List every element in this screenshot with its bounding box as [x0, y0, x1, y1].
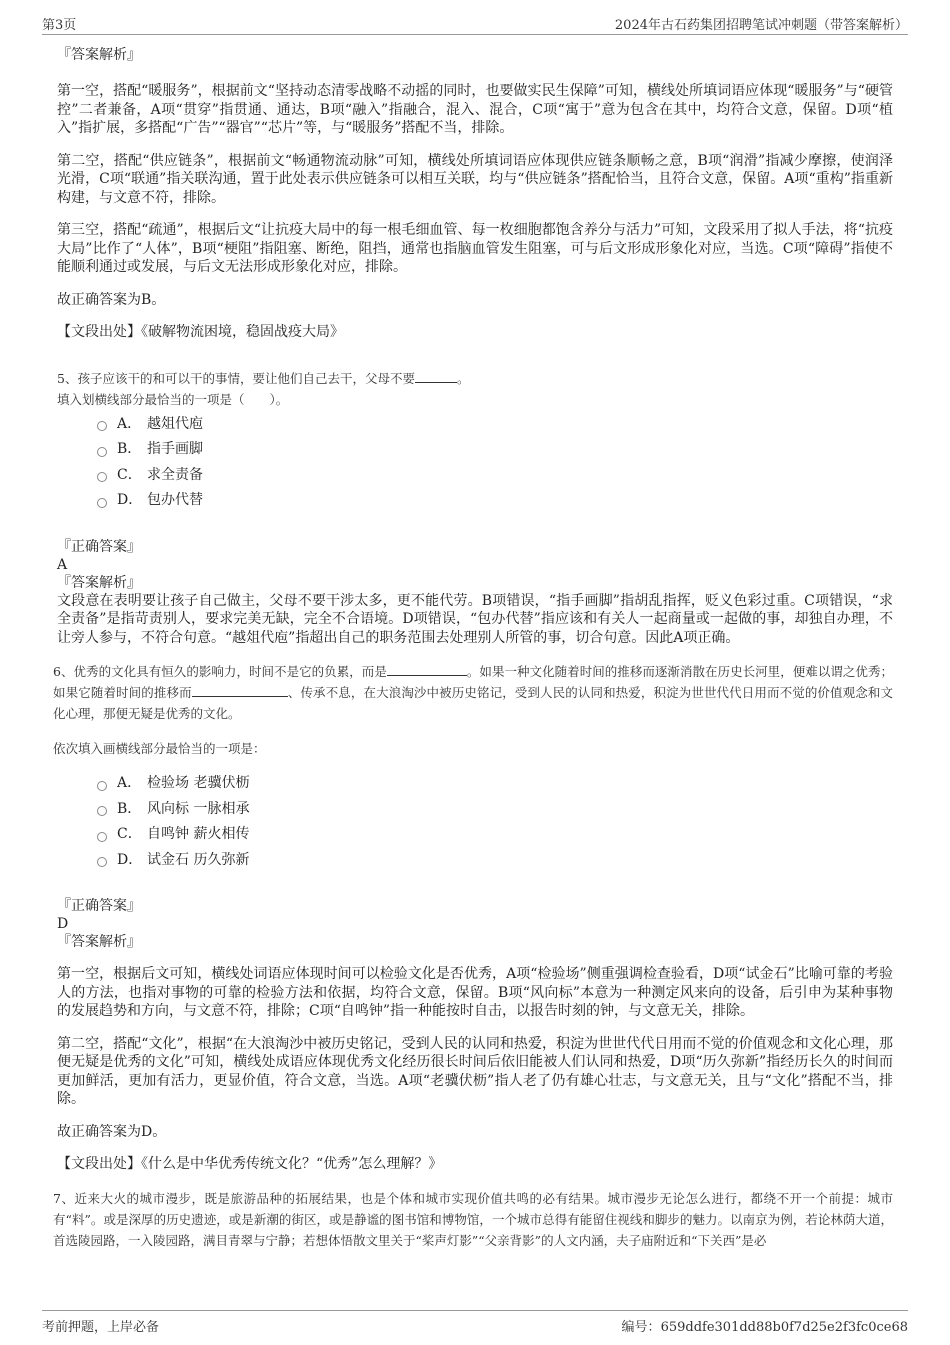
option-d[interactable]: D． 试金石 历久弥新	[97, 848, 893, 874]
radio-icon[interactable]	[97, 832, 107, 842]
analysis-paragraph: 第三空，搭配“疏通”，根据后文“让抗疫大局中的每一根毛细血管、每一枚细胞都饱含养分与活力”可知，文段采用了拟人手法，将“抗疫大局”比作了“人体”，B项“梗阻”指阻塞、断绝，阻挡，通常也指脑血管发生阻塞，可与后文形成形象化对应，当选。C项“障碍”指使不能顺利通过或发展，与后文无法形成形象化对应，排除。	[57, 222, 893, 275]
source-citation: 【文段出处】《破解物流困境，稳固战疫大局》	[57, 324, 344, 340]
answer-blank	[415, 368, 457, 383]
page-content	[53, 44, 893, 1251]
radio-icon[interactable]	[97, 781, 107, 791]
analysis-paragraph: 第一空，搭配“暖服务”，根据前文“坚持动态清零战略不动摇的同时，也要做实民生保障”可知，横线处所填词语应体现“暖服务”与“硬管控”二者兼备，A项“贯穿”指贯通、通达，B项“融入”指融合，混入、混合，C项“寓于”意为包含在其中，均符合文意，保留。D项“植入”指扩展，多搭配“广告”“器官”“芯片”等，与“暖服务”搭配不当，排除。	[57, 83, 893, 136]
radio-icon[interactable]	[97, 447, 107, 457]
analysis-paragraph: 文段意在表明要让孩子自己做主，父母不要干涉太多，更不能代劳。B项错误，“指手画脚”指胡乱指挥，贬义色彩过重。C项错误，“求全责备”是指苛责别人，要求完美无缺，完全不合语境。D项错误，“包办代替”指应该和有关人一起商量或一起做的事，却独自办理，不让旁人参与，不符合句意。“越俎代庖”指超出自己的职务范围去处理别人所管的事，切合句意。因此A项正确。	[57, 592, 893, 646]
answer-blank	[192, 682, 288, 697]
question-stem: 7、近来大火的城市漫步，既是旅游品种的拓展结果，也是个体和城市实现价值共鸣的必有结果。城市漫步无论怎么进行，都绕不开一个前提：城市有“料”。或是深厚的历史遗迹，或是新潮的街区，或是静谧的图书馆和博物馆，一个城市总得有能留住视线和脚步的魅力。以南京为例，若论林荫大道，首选陵园路，一入陵园路，满目青翠与宁静；若想体悟散文里关于“桨声灯影”“父亲背影”的人文内涵，夫子庙附近和“下关西”是必	[53, 1190, 893, 1248]
analysis-label: 『答案解析』	[57, 574, 141, 591]
conclusion: 故正确答案为B。	[57, 291, 166, 308]
correct-answer: D	[57, 916, 69, 932]
question-instruction: 填入划横线部分最恰当的一项是（ ）。	[57, 391, 289, 407]
question-instruction: 依次填入画横线部分最恰当的一项是：	[53, 741, 266, 756]
analysis-paragraph: 第二空，搭配“供应链条”，根据前文“畅通物流动脉”可知，横线处所填词语应体现供应链条顺畅之意，B项“润滑”指减少摩擦，使润泽光滑，C项“联通”指关联沟通，置于此处表示供应链条可以相互关联，均与“供应链条”搭配恰当，且符合文意，保留。A项“重构”指重新构建，与文意不符，排除。	[57, 152, 893, 206]
question-5	[57, 368, 893, 648]
document-code: 编号：659ddfe301dd88b0f7d25e2f3fc0ce68	[621, 1320, 908, 1335]
options-list	[97, 412, 893, 514]
correct-answer-label: 『正确答案』	[57, 898, 141, 914]
option-c[interactable]: C． 求全责备	[97, 463, 893, 489]
footer-slogan: 考前押题，上岸必备	[42, 1320, 160, 1335]
analysis-paragraph: 第二空，搭配“文化”，根据“在大浪淘沙中被历史铭记，受到人民的认同和热爱，积淀为世世代代日用而不觉的价值观念和文化心理，那便无疑是优秀的文化”可知，横线处成语应体现优秀文化经历很长时间后依旧能被人们认同和热爱，D项“历久弥新”指经历长久的时间而更加鲜活，更加有活力，更显价值，符合文意，当选。A项“老骥伏枥”指人老了仍有雄心壮志，与文意无关，且与“文化”搭配不当，排除。	[57, 1035, 893, 1107]
radio-icon[interactable]	[97, 857, 107, 867]
option-b[interactable]: B． 风向标 一脉相承	[97, 797, 893, 823]
options-list	[97, 771, 893, 873]
analysis-paragraph: 第一空，根据后文可知，横线处词语应体现时间可以检验文化是否优秀，A项“检验场”侧重强调检查验看，D项“试金石”比喻可靠的考验人的方法，也指对事物的可靠的检验方法和依据，均符合文意，保留。B项“风向标”本意为一种测定风来向的设备，后引申为某种事物的发展趋势和方向，与文意不符，排除；C项“自鸣钟”指一种能按时自击，以报告时刻的钟，与文意无关，排除。	[57, 966, 893, 1019]
question-stem: 6、优秀的文化具有恒久的影响力，时间不是它的负累，而是 。如果一种文化随着时间的推移而逐渐消散在历史长河里，便难以谓之优秀；如果它随着时间的推移而 、传承不息，在大浪淘沙中被历史铭记，受到人民的认同和热爱，积淀为世世代代日用而不觉的价值观念和文化心理，那便无疑是优秀的文化。	[53, 661, 893, 724]
radio-icon[interactable]	[97, 498, 107, 508]
analysis-label: 『答案解析』	[57, 934, 141, 950]
page-header	[42, 12, 908, 35]
radio-icon[interactable]	[97, 421, 107, 431]
option-b[interactable]: B． 指手画脚	[97, 437, 893, 463]
page-number: 第3页	[42, 18, 77, 33]
option-a[interactable]: A． 检验场 老骥伏枥	[97, 771, 893, 797]
correct-answer: A	[57, 556, 68, 573]
option-c[interactable]: C． 自鸣钟 薪火相传	[97, 822, 893, 848]
question-7	[53, 1188, 893, 1251]
answer-blank	[387, 661, 467, 676]
page-footer	[42, 1310, 908, 1335]
conclusion: 故正确答案为D。	[57, 1123, 167, 1140]
correct-answer-label: 『正确答案』	[57, 538, 141, 555]
source-citation: 【文段出处】《什么是中华优秀传统文化？“优秀”怎么理解？》	[57, 1156, 443, 1172]
radio-icon[interactable]	[97, 472, 107, 482]
option-d[interactable]: D． 包办代替	[97, 488, 893, 514]
option-a[interactable]: A． 越俎代庖	[97, 412, 893, 438]
document-title: 2024年古石药集团招聘笔试冲刺题（带答案解析）	[614, 18, 908, 33]
question-stem: 5、孩子应该干的和可以干的事情，要让他们自己去干，父母不要 。	[57, 368, 893, 389]
radio-icon[interactable]	[97, 806, 107, 816]
question-6	[53, 661, 893, 1174]
analysis-label: 『答案解析』	[57, 47, 141, 63]
